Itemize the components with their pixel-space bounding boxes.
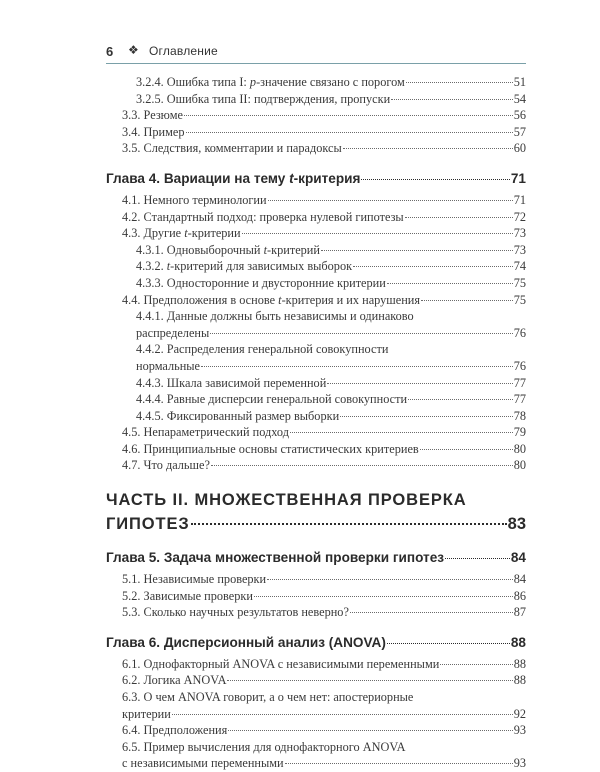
toc-entry-4-4[interactable]: 4.4. Предположения в основе t-критерия и их нарушения 75	[122, 292, 526, 307]
toc-entry-4-3-3[interactable]: 4.3.3. Односторонние и двусторонние критерии 75	[136, 275, 526, 290]
dot-leader	[321, 250, 513, 251]
page-ref: 54	[513, 91, 526, 106]
toc-entry-4-4-4[interactable]: 4.4.4. Равные дисперсии генеральной совокупности 77	[136, 392, 526, 407]
dot-leader	[227, 680, 512, 681]
page-ref: 75	[513, 292, 526, 307]
page-ref: 80	[513, 441, 526, 456]
toc-entry-3-5[interactable]: 3.5. Следствия, комментарии и парадоксы 60	[122, 141, 526, 156]
toc-entry-4-4-2[interactable]: 4.4.2. Распределения генеральной совокупности нормальные 76	[136, 342, 526, 373]
dot-leader	[420, 449, 513, 450]
dot-leader	[408, 399, 513, 400]
dot-leader	[191, 523, 507, 525]
toc-entry-6-3[interactable]: 6.3. О чем ANOVA говорит, а о чем нет: апостериорные критерии 92	[122, 690, 526, 721]
toc-entry-3-4[interactable]: 3.4. Пример 57	[122, 124, 526, 139]
dot-leader	[201, 366, 513, 367]
dot-leader	[340, 416, 513, 417]
dot-leader	[421, 300, 513, 301]
dot-leader	[405, 217, 513, 218]
page-ref: 84	[510, 550, 526, 566]
toc-entry-6-4[interactable]: 6.4. Предположения 93	[122, 723, 526, 738]
page-ref: 72	[513, 209, 526, 224]
toc-entry-6-5[interactable]: 6.5. Пример вычисления для однофакторного ANOVA с независимыми переменными 93	[122, 739, 526, 771]
page-ref: 56	[513, 108, 526, 123]
dot-leader	[406, 82, 513, 83]
page-ref: 74	[513, 259, 526, 274]
page-ref: 87	[513, 605, 526, 620]
page-number: 6	[106, 44, 114, 59]
page-ref: 76	[513, 325, 526, 340]
toc-entry-4-4-5[interactable]: 4.4.5. Фиксированный размер выборки 78	[136, 408, 526, 423]
page-ref: 88	[510, 634, 526, 650]
table-of-contents	[106, 74, 526, 772]
toc-entry-4-6[interactable]: 4.6. Принципиальные основы статистических критериев 80	[122, 441, 526, 456]
toc-entry-6-1[interactable]: 6.1. Однофакторный ANOVA с независимыми переменными 88	[122, 656, 526, 671]
dot-leader	[242, 233, 513, 234]
page-ref: 80	[513, 458, 526, 473]
page-ref: 83	[507, 515, 526, 534]
page-ref: 73	[513, 226, 526, 241]
chapter-4-heading[interactable]: Глава 4. Вариации на тему t-критерия 71	[106, 170, 526, 186]
header-title: Оглавление	[149, 44, 218, 58]
toc-entry-4-2[interactable]: 4.2. Стандартный подход: проверка нулевой гипотезы 72	[122, 209, 526, 224]
dot-leader	[387, 283, 513, 284]
page-ref: 60	[513, 141, 526, 156]
toc-entry-4-3-1[interactable]: 4.3.1. Одновыборочный t-критерий 73	[136, 242, 526, 257]
dot-leader	[268, 200, 513, 201]
page-ref: 75	[513, 275, 526, 290]
page-ref: 77	[513, 392, 526, 407]
toc-entry-4-1[interactable]: 4.1. Немного терминологии 71	[122, 192, 526, 207]
page-ref: 86	[513, 588, 526, 603]
toc-entry-4-4-1[interactable]: 4.4.1. Данные должны быть независимы и одинаково распределены 76	[136, 309, 526, 340]
page-ref: 57	[513, 124, 526, 139]
header-rule	[106, 63, 526, 64]
dot-leader	[172, 714, 513, 715]
page-ref: 73	[513, 242, 526, 257]
dot-leader	[211, 465, 513, 466]
page-ref: 92	[513, 706, 526, 721]
page-ref: 71	[510, 170, 526, 186]
toc-entry-4-5[interactable]: 4.5. Непараметрический подход 79	[122, 425, 526, 440]
dot-leader	[445, 558, 510, 559]
toc-entry-4-7[interactable]: 4.7. Что дальше? 80	[122, 458, 526, 473]
toc-entry-3-2-5[interactable]: 3.2.5. Ошибка типа II: подтверждения, пропуски 54	[136, 91, 526, 106]
page-ref: 76	[513, 358, 526, 373]
page-ref: 88	[513, 656, 526, 671]
dot-leader	[343, 148, 513, 149]
dot-leader	[361, 179, 509, 180]
toc-entry-5-3[interactable]: 5.3. Сколько научных результатов неверно? 87	[122, 605, 526, 620]
dot-leader	[350, 612, 513, 613]
dot-leader	[267, 579, 513, 580]
toc-entry-3-2-4[interactable]: 3.2.4. Ошибка типа I: p-значение связано с порогом 51	[136, 75, 526, 89]
dot-leader	[186, 132, 513, 133]
page-ref: 84	[513, 572, 526, 587]
dot-leader	[184, 115, 513, 116]
dot-leader	[290, 432, 513, 433]
page-ref: 51	[513, 75, 526, 89]
toc-entry-5-2[interactable]: 5.2. Зависимые проверки 86	[122, 588, 526, 603]
dot-leader	[228, 730, 512, 731]
dot-leader	[327, 383, 512, 384]
toc-entry-4-4-3[interactable]: 4.4.3. Шкала зависимой переменной 77	[136, 375, 526, 390]
chapter-6-heading[interactable]: Глава 6. Дисперсионный анализ (ANOVA) 88	[106, 634, 526, 650]
page-ref: 79	[513, 425, 526, 440]
toc-entry-4-3-2[interactable]: 4.3.2. t-критерий для зависимых выборок 74	[136, 259, 526, 274]
toc-entry-3-3[interactable]: 3.3. Резюме 56	[122, 108, 526, 123]
dot-leader	[387, 643, 510, 644]
ornament-icon: ❖	[128, 43, 139, 57]
toc-entry-6-2[interactable]: 6.2. Логика ANOVA 88	[122, 673, 526, 688]
dot-leader	[353, 266, 513, 267]
dot-leader	[285, 763, 513, 764]
chapter-5-heading[interactable]: Глава 5. Задача множественной проверки гипотез 84	[106, 550, 526, 566]
page-ref: 93	[513, 756, 526, 771]
dot-leader	[254, 596, 513, 597]
dot-leader	[440, 664, 512, 665]
page-ref: 77	[513, 375, 526, 390]
page-ref: 93	[513, 723, 526, 738]
dot-leader	[391, 99, 513, 100]
page-ref: 88	[513, 673, 526, 688]
part-2-heading[interactable]: ЧАСТЬ II. МНОЖЕСТВЕННАЯ ПРОВЕРКА ГИПОТЕЗ 83	[106, 488, 526, 536]
dot-leader	[210, 333, 512, 334]
toc-entry-4-3[interactable]: 4.3. Другие t-критерии 73	[122, 226, 526, 241]
page-ref: 78	[513, 408, 526, 423]
page-ref: 71	[513, 192, 526, 207]
toc-entry-5-1[interactable]: 5.1. Независимые проверки 84	[122, 572, 526, 587]
